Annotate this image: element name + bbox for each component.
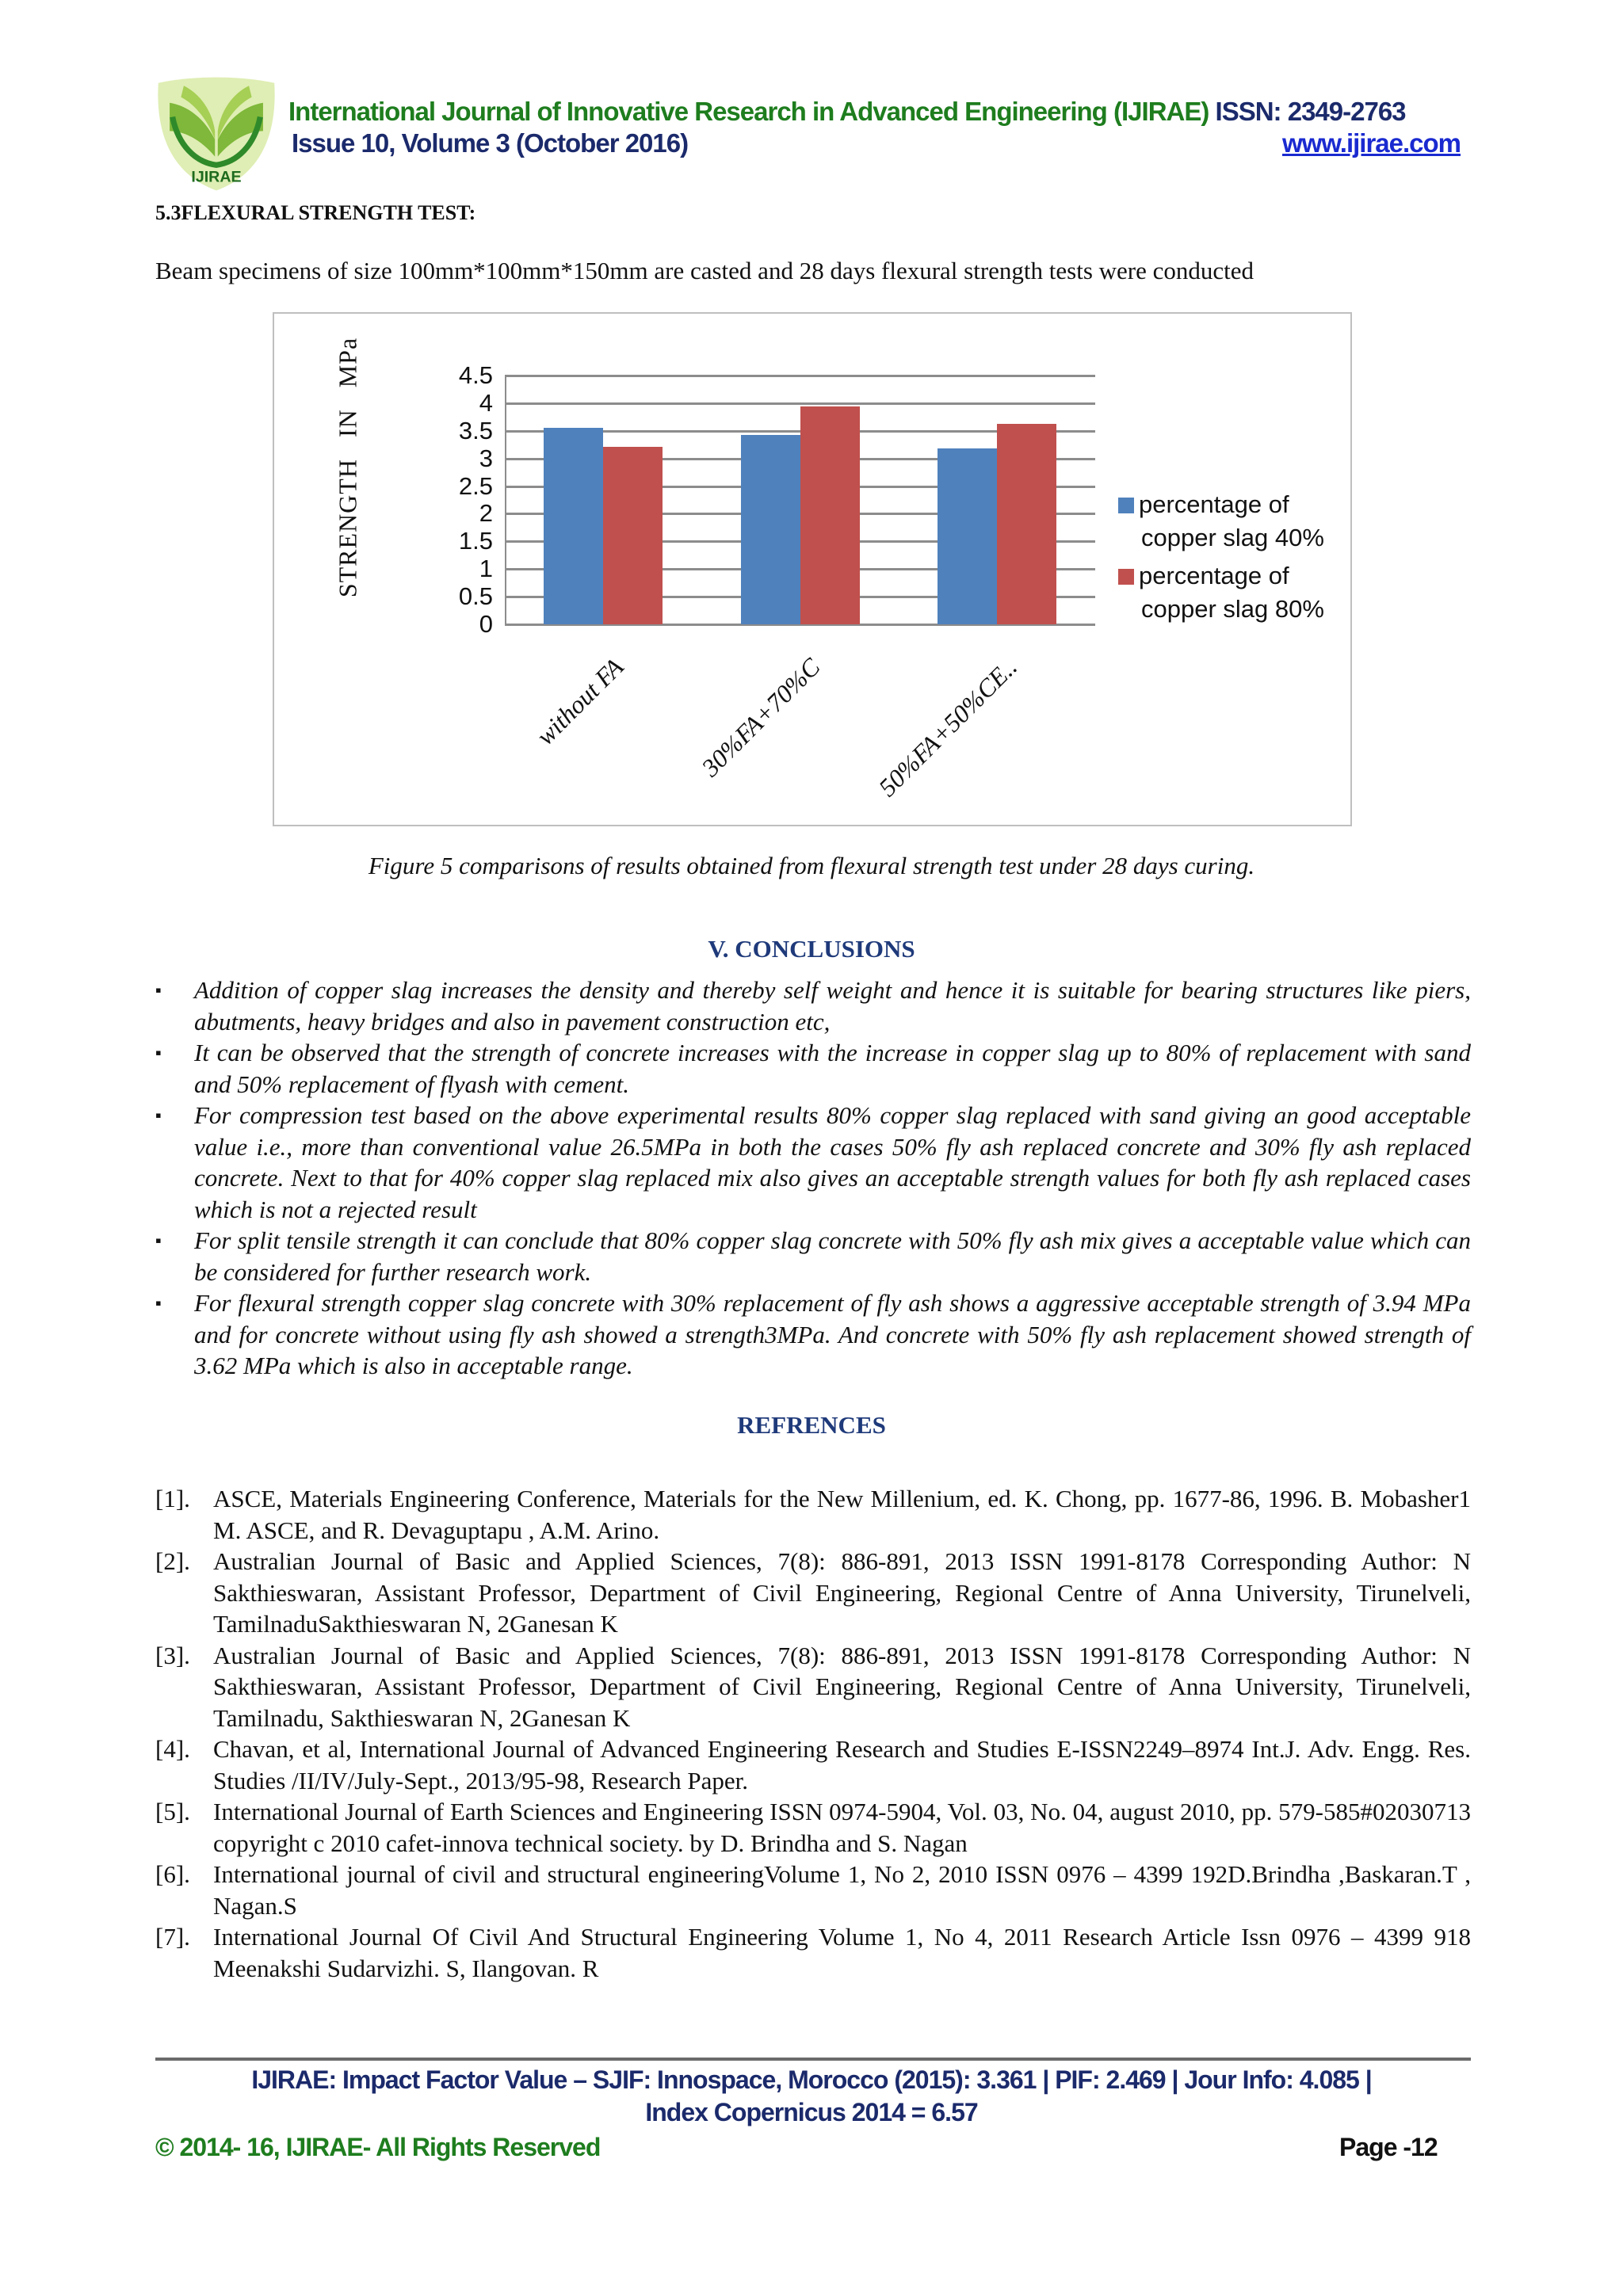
journal-website-link[interactable]: www.ijirae.com [1282,128,1461,158]
footer-index-copernicus: Index Copernicus 2014 = 6.57 [645,2098,978,2126]
gridline [505,402,1095,405]
y-tick-label: 0.5 [458,582,493,611]
bullet-icon: ▪ [155,1043,162,1062]
bullet-icon: ▪ [155,1105,162,1125]
list-item: ▪ For split tensile strength it can conclude that 80% copper slag concrete with 50% fly ash mix gives a acceptable value which can be considered for further research work. [155,1226,1471,1286]
intro-paragraph: Beam specimens of size 100mm*100mm*150mm are casted and 28 days flexural strength tests were conducted [155,257,1254,284]
x-tick-label: without FA [530,652,629,751]
list-item: ▪ Addition of copper slag increases the density and thereby self weight and hence it is suitable for bearing structures like piers, abutments, heavy bridges and also in pavement construction etc, [155,976,1471,1035]
ijirae-logo [152,74,281,193]
references-list [155,1483,1471,1984]
references-heading: REFRENCES [737,1411,886,1439]
legend-label-line1: percentage of [1139,490,1289,518]
bullet-icon: ▪ [155,980,162,1000]
y-tick-label: 2.5 [458,471,493,500]
footer-copyright: © 2014- 16, IJIRAE- All Rights Reserved [155,2133,601,2161]
reference-item: [1]. ASCE, Materials Engineering Conference, Materials for the New Millenium, ed. K. Chong, pp. 1677-86, 1996. B. Mobasher1 M. ASCE, and R. Devaguptapu , A.M. Arino. [155,1485,1471,1544]
y-tick-label: 0 [479,610,493,638]
figure-caption: Figure 5 comparisons of results obtained from flexural strength test under 28 days curing. [368,852,1255,879]
reference-item: [5]. International Journal of Earth Sciences and Engineering ISSN 0974-5904, Vol. 03, No. 04, august 2010, pp. 579-585#02030713 copyright c 2010 cafet-innova technical society. by D. Brindha and S. Nagan [155,1798,1471,1857]
issn: ISSN: 2349-2763 [1215,97,1406,126]
legend-swatch [1118,498,1134,513]
reference-item: [6]. International journal of civil and structural engineeringVolume 1, No 2, 2010 ISSN 0976 – 4399 192D.Brindha ,Baskaran.T , Nagan.S [155,1860,1471,1920]
legend-label-line1: percentage of [1139,562,1289,589]
reference-item: [7]. International Journal Of Civil And Structural Engineering Volume 1, No 4, 2011 Research Article Issn 0976 – 4399 918 Meenakshi Sudarvizhi. S, Ilangovan. R [155,1923,1471,1982]
bullet-icon: ▪ [155,1230,162,1250]
list-item: ▪ For compression test based on the above experimental results 80% copper slag replaced with sand giving an good acceptable value i.e., more than conventional value 26.5MPa in both the cases 50% fly ash replaced concrete and 30% fly ash replaced concrete. Next to that for 40% copper slag replaced mix also gives an acceptable strength values for both fly ash replaced cases which is not a rejected result [155,1101,1471,1223]
y-tick-label: 1.5 [458,527,493,555]
flexural-strength-chart [273,312,1352,826]
list-item: ▪ For flexural strength copper slag concrete with 30% replacement of fly ash shows a aggressive acceptable strength of 3.94 MPa and for concrete without using fly ash showed a strength3MPa. And concrete with 50% fly ash replacement showed strength of 3.62 MPa which is also in acceptable range. [155,1289,1471,1379]
legend-item [1118,559,1324,626]
y-tick-label: 2 [479,499,493,528]
svg-text:IJIRAE: IJIRAE [191,168,242,186]
bar-copper-slag-80 [603,447,663,624]
conclusions-heading: V. CONCLUSIONS [708,935,915,963]
journal-title: International Journal of Innovative Research in Advanced Engineering (IJIRAE) ISSN: 2349-2763 [288,97,1406,126]
gridline [505,375,1095,377]
journal-issue: Issue 10, Volume 3 (October 2016) [292,128,689,158]
legend-label-line2: copper slag 40% [1141,524,1324,551]
y-tick-label: 3 [479,444,493,472]
y-tick-label: 3.5 [458,416,493,444]
reference-item: [2]. Australian Journal of Basic and Applied Sciences, 7(8): 886-891, 2013 ISSN 1991-8178 Corresponding Author: N Sakthieswaran, Assistant Professor, Department of Civil Engineering, Regional Centre of Anna University, Tirunelveli, TamilnaduSakthieswaran N, 2Ganesan K [155,1547,1471,1638]
y-axis-line [505,376,506,624]
conclusions-list [155,974,1471,1382]
x-tick-label: 30%FA+70%C [696,652,826,782]
bar-copper-slag-40 [938,448,997,624]
y-tick-label: 1 [479,555,493,583]
bullet-icon: ▪ [155,1293,162,1313]
reference-item: [3]. Australian Journal of Basic and Applied Sciences, 7(8): 886-891, 2013 ISSN 1991-8178 Corresponding Author: N Sakthieswaran, Assistant Professor, Department of Civil Engineering, Regional Centre of Anna University, Tirunelveli, Tamilnadu, Sakthieswaran N, 2Ganesan K [155,1641,1471,1732]
bar-copper-slag-40 [544,428,603,624]
section-heading: 5.3FLEXURAL STRENGTH TEST: [155,201,476,224]
bar-copper-slag-80 [997,424,1056,624]
footer-divider [155,2058,1471,2061]
legend-item [1118,488,1324,555]
footer-impact-factor: IJIRAE: Impact Factor Value – SJIF: Innospace, Morocco (2015): 3.361 | PIF: 2.469 | Jour Info: 4.085 | [251,2065,1372,2094]
legend-label-line2: copper slag 80% [1141,595,1324,623]
list-item: ▪ It can be observed that the strength of concrete increases with the increase in copper slag up to 80% of replacement with sand and 50% replacement of flyash with cement. [155,1039,1471,1098]
bar-copper-slag-40 [741,435,800,624]
y-tick-label: 4.5 [458,361,493,389]
y-axis-title: STRENGTH IN MPa [333,337,362,598]
y-tick-label: 4 [479,388,493,417]
bar-copper-slag-80 [800,406,860,624]
reference-item: [4]. Chavan, et al, International Journal of Advanced Engineering Research and Studies E-ISSN2249–8974 Int.J. Adv. Engg. Res. Studies /II/IV/July-Sept., 2013/95-98, Research Paper. [155,1735,1471,1794]
legend-swatch [1118,569,1134,585]
x-tick-label: 50%FA+50%CE.. [873,652,1023,803]
page-number: Page -12 [1339,2133,1438,2161]
